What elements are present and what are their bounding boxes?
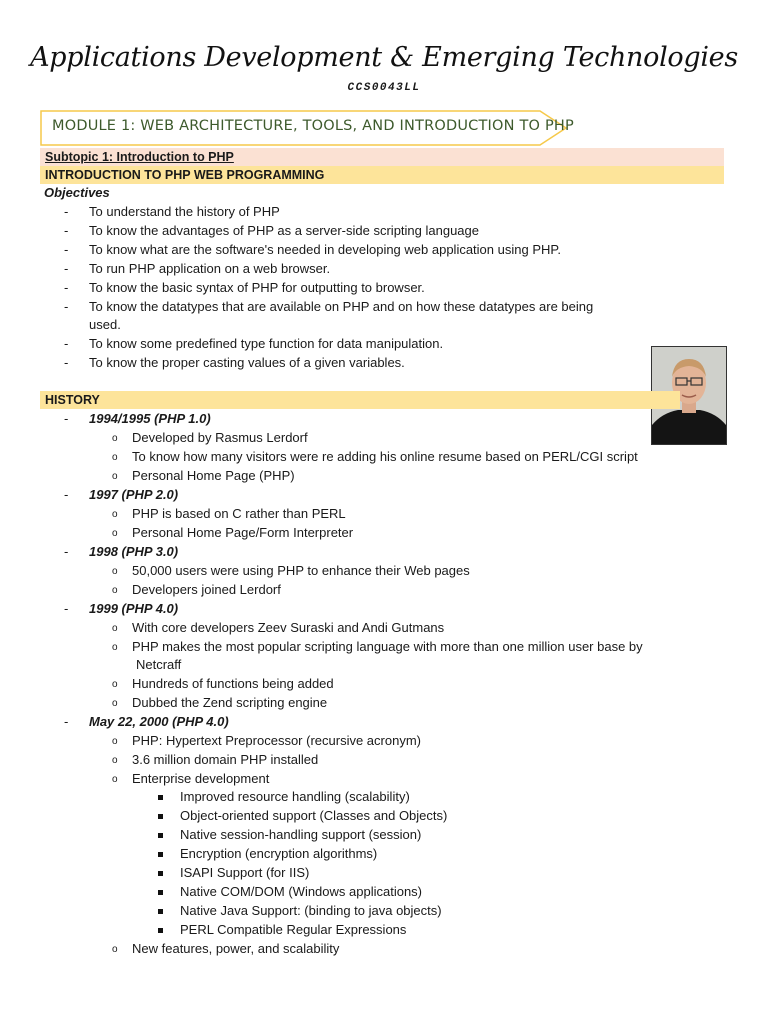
objective-item: To know the basic syntax of PHP for outputting to browser. [89, 280, 425, 295]
circle-bullet-icon: o [112, 623, 118, 634]
history-subpoint: Object-oriented support (Classes and Objects) [180, 808, 448, 823]
circle-bullet-icon: o [112, 566, 118, 577]
module-title: MODULE 1: WEB ARCHITECTURE, TOOLS, AND INTRODUCTION TO PHP [52, 118, 574, 134]
square-bullet-icon [158, 852, 163, 857]
history-point: Personal Home Page/Form Interpreter [132, 525, 354, 540]
bullet-dash: - [64, 714, 69, 729]
history-point: 3.6 million domain PHP installed [132, 752, 319, 767]
history-point: Personal Home Page (PHP) [132, 468, 295, 483]
section-title: INTRODUCTION TO PHP WEB PROGRAMMING [45, 168, 325, 182]
objective-item-continued: used. [89, 317, 121, 332]
circle-bullet-icon: o [112, 755, 118, 766]
circle-bullet-icon: o [112, 679, 118, 690]
bullet-dash: - [64, 336, 69, 351]
circle-bullet-icon: o [112, 736, 118, 747]
objective-item: To understand the history of PHP [89, 204, 280, 219]
bullet-dash: - [64, 355, 69, 370]
circle-bullet-icon: o [112, 698, 118, 709]
square-bullet-icon [158, 909, 163, 914]
circle-bullet-icon: o [112, 944, 118, 955]
section-band [40, 166, 724, 184]
history-subpoint: PERL Compatible Regular Expressions [180, 922, 407, 937]
objective-item: To know the advantages of PHP as a server-side scripting language [89, 223, 479, 238]
history-point: Developers joined Lerdorf [132, 582, 281, 597]
history-point: PHP: Hypertext Preprocessor (recursive acronym) [132, 733, 421, 748]
circle-bullet-icon: o [112, 528, 118, 539]
circle-bullet-icon: o [112, 433, 118, 444]
history-subpoint: ISAPI Support (for IIS) [180, 865, 310, 880]
bullet-dash: - [64, 223, 69, 238]
era-label: 1999 (PHP 4.0) [89, 601, 179, 616]
bullet-dash: - [64, 601, 69, 616]
square-bullet-icon [158, 890, 163, 895]
era-label: May 22, 2000 (PHP 4.0) [89, 714, 229, 729]
subtopic-band [40, 148, 724, 166]
history-subpoint: Native Java Support: (binding to java objects) [180, 903, 442, 918]
bullet-dash: - [64, 487, 69, 502]
history-point: Developed by Rasmus Lerdorf [132, 430, 308, 445]
circle-bullet-icon: o [112, 774, 118, 785]
square-bullet-icon [158, 795, 163, 800]
module-banner [40, 110, 574, 146]
history-point: Enterprise development [132, 771, 270, 786]
history-point: 50,000 users were using PHP to enhance their Web pages [132, 563, 470, 578]
square-bullet-icon [158, 833, 163, 838]
era-label: 1998 (PHP 3.0) [89, 544, 179, 559]
circle-bullet-icon: o [112, 452, 118, 463]
bullet-dash: - [64, 261, 69, 276]
bullet-dash: - [64, 280, 69, 295]
document-title: Applications Development & Emerging Technologies [30, 42, 738, 73]
history-point: To know how many visitors were re adding his online resume based on PERL/CGI script [132, 449, 638, 464]
objective-item: To know what are the software's needed in developing web application using PHP. [89, 242, 561, 257]
circle-bullet-icon: o [112, 585, 118, 596]
history-subpoint: Native session-handling support (session) [180, 827, 422, 842]
history-point: With core developers Zeev Suraski and Andi Gutmans [132, 620, 445, 635]
objective-item: To run PHP application on a web browser. [89, 261, 331, 276]
history-heading: HISTORY [45, 393, 100, 407]
history-point: Dubbed the Zend scripting engine [132, 695, 328, 710]
square-bullet-icon [158, 814, 163, 819]
objective-item: To know the datatypes that are available on PHP and on how these datatypes are being [89, 299, 594, 314]
history-point-continued: Netcraff [136, 657, 182, 672]
history-point: PHP is based on C rather than PERL [132, 506, 346, 521]
circle-bullet-icon: o [112, 471, 118, 482]
history-band [40, 391, 680, 409]
circle-bullet-icon: o [112, 642, 118, 653]
era-label: 1994/1995 (PHP 1.0) [89, 411, 211, 426]
objective-item: To know some predefined type function for data manipulation. [89, 336, 444, 351]
objective-item: To know the proper casting values of a given variables. [89, 355, 405, 370]
subtopic-title: Subtopic 1: Introduction to PHP [45, 150, 234, 164]
square-bullet-icon [158, 928, 163, 933]
course-code: CCS0043LL [347, 82, 421, 94]
bullet-dash: - [64, 299, 69, 314]
bullet-dash: - [64, 544, 69, 559]
history-point: Hundreds of functions being added [132, 676, 334, 691]
bullet-dash: - [64, 242, 69, 257]
history-point: PHP makes the most popular scripting language with more than one million user base by [132, 639, 643, 654]
history-subpoint: Native COM/DOM (Windows applications) [180, 884, 423, 899]
history-subpoint: Improved resource handling (scalability) [180, 789, 410, 804]
era-label: 1997 (PHP 2.0) [89, 487, 179, 502]
bullet-dash: - [64, 204, 69, 219]
history-point: New features, power, and scalability [132, 941, 340, 956]
bullet-dash: - [64, 411, 69, 426]
objectives-heading: Objectives [44, 185, 110, 200]
circle-bullet-icon: o [112, 509, 118, 520]
square-bullet-icon [158, 871, 163, 876]
history-subpoint: Encryption (encryption algorithms) [180, 846, 378, 861]
